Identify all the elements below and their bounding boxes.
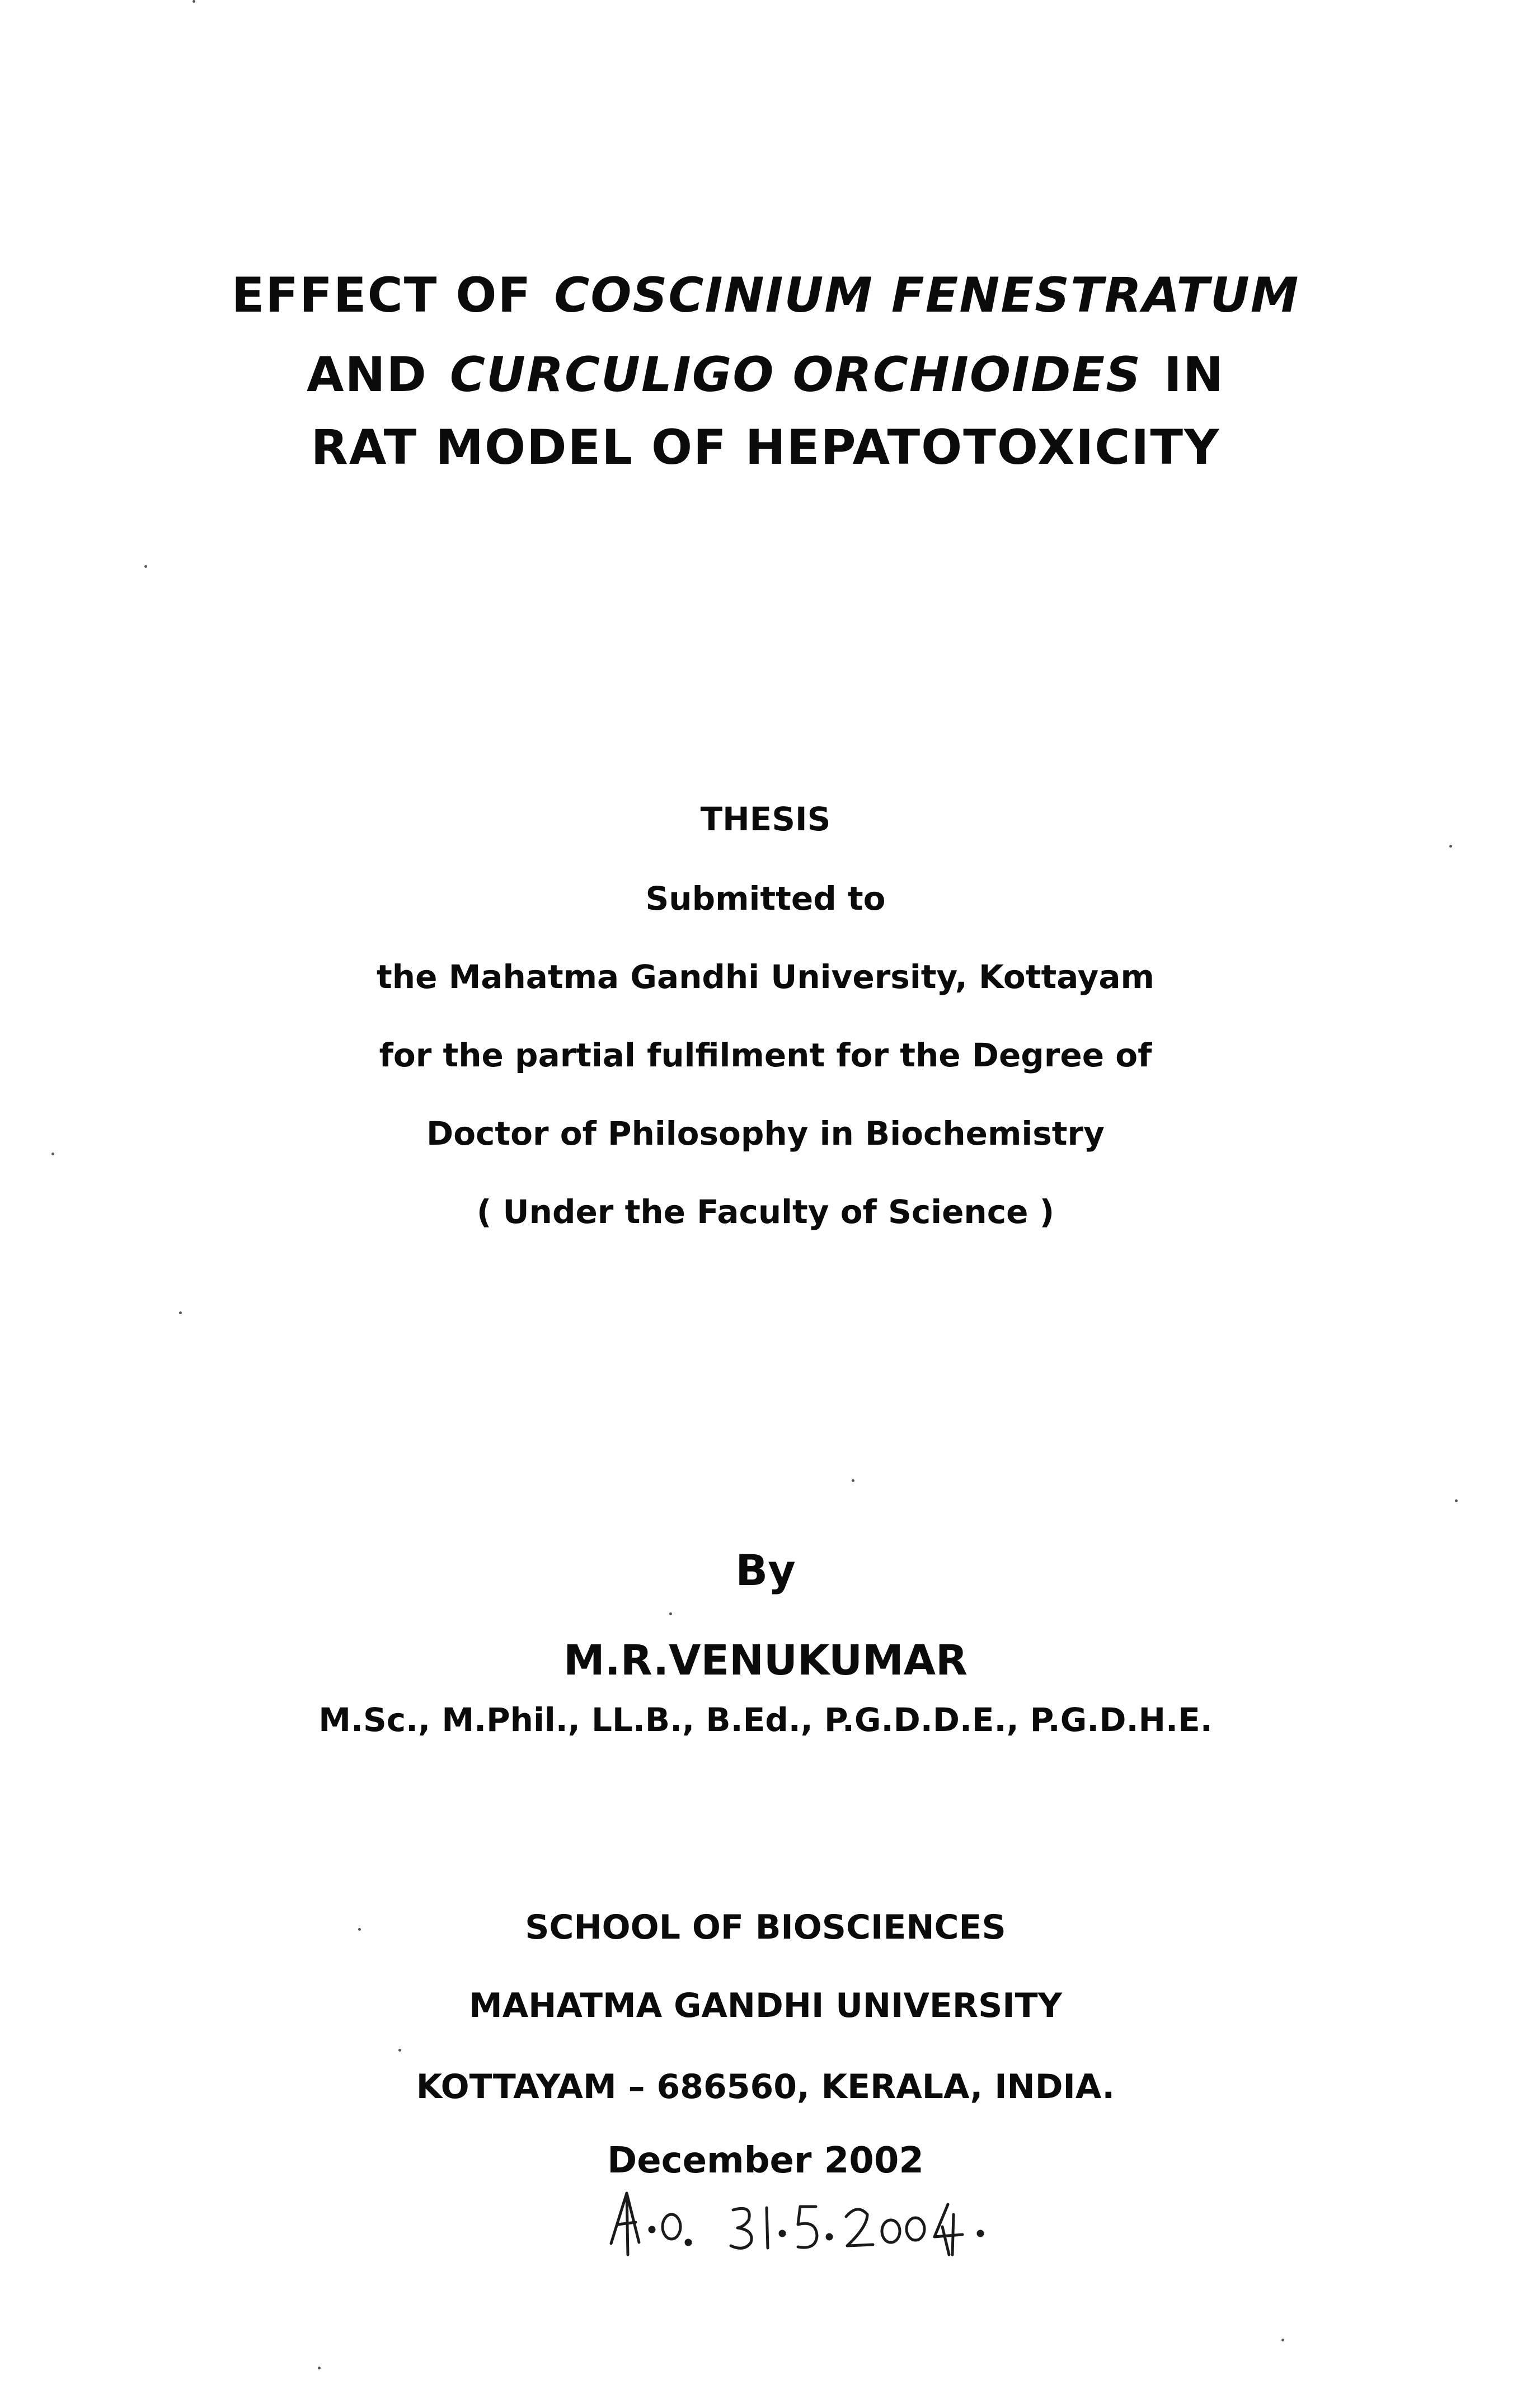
title-line-2 xyxy=(0,347,1531,403)
scan-speck xyxy=(1281,2339,1284,2341)
title-line-1-plain: EFFECT OF xyxy=(231,267,532,323)
school-name: SCHOOL OF BIOSCIENCES xyxy=(525,1908,1006,1947)
scan-speck xyxy=(318,2367,321,2369)
title-line-1-italic: COSCINIUM FENESTRATUM xyxy=(554,267,1300,323)
university-line: the Mahatma Gandhi University, Kottayam xyxy=(377,958,1154,996)
author-name: M.R.VENUKUMAR xyxy=(563,1636,968,1685)
title-line-2-plain-start: AND xyxy=(306,347,428,403)
scan-speck xyxy=(358,1928,361,1931)
title-line-2-plain-end: IN xyxy=(1164,347,1225,403)
scan-speck xyxy=(51,1153,54,1155)
scan-speck xyxy=(669,1612,672,1615)
address-line: KOTTAYAM – 686560, KERALA, INDIA. xyxy=(416,2067,1115,2106)
title-line-2-italic: CURCULIGO ORCHIOIDES xyxy=(449,347,1142,403)
scan-speck xyxy=(398,2049,401,2052)
handwritten-note-image xyxy=(604,2171,1052,2260)
scan-speck xyxy=(179,1311,182,1314)
faculty-line: ( Under the Faculty of Science ) xyxy=(476,1193,1055,1231)
title-line-3: RAT MODEL OF HEPATOTOXICITY xyxy=(311,420,1220,476)
scan-speck xyxy=(192,0,195,3)
scan-speck xyxy=(144,565,147,568)
author-qualifications: M.Sc., M.Phil., LL.B., B.Ed., P.G.D.D.E., P.G.D.H.E. xyxy=(318,1701,1213,1739)
title-line-1 xyxy=(0,267,1531,323)
submission-date: December 2002 xyxy=(607,2140,924,2181)
by-label: By xyxy=(735,1545,796,1595)
scan-speck xyxy=(1449,845,1452,848)
degree-line: Doctor of Philosophy in Biochemistry xyxy=(426,1114,1105,1153)
purpose-line: for the partial fulfilment for the Degree of xyxy=(379,1036,1152,1074)
university-name: MAHATMA GANDHI UNIVERSITY xyxy=(468,1986,1063,2025)
scan-speck xyxy=(852,1479,854,1482)
scan-speck xyxy=(1455,1499,1458,1502)
thesis-label: THESIS xyxy=(700,800,831,838)
submitted-to: Submitted to xyxy=(645,880,886,918)
